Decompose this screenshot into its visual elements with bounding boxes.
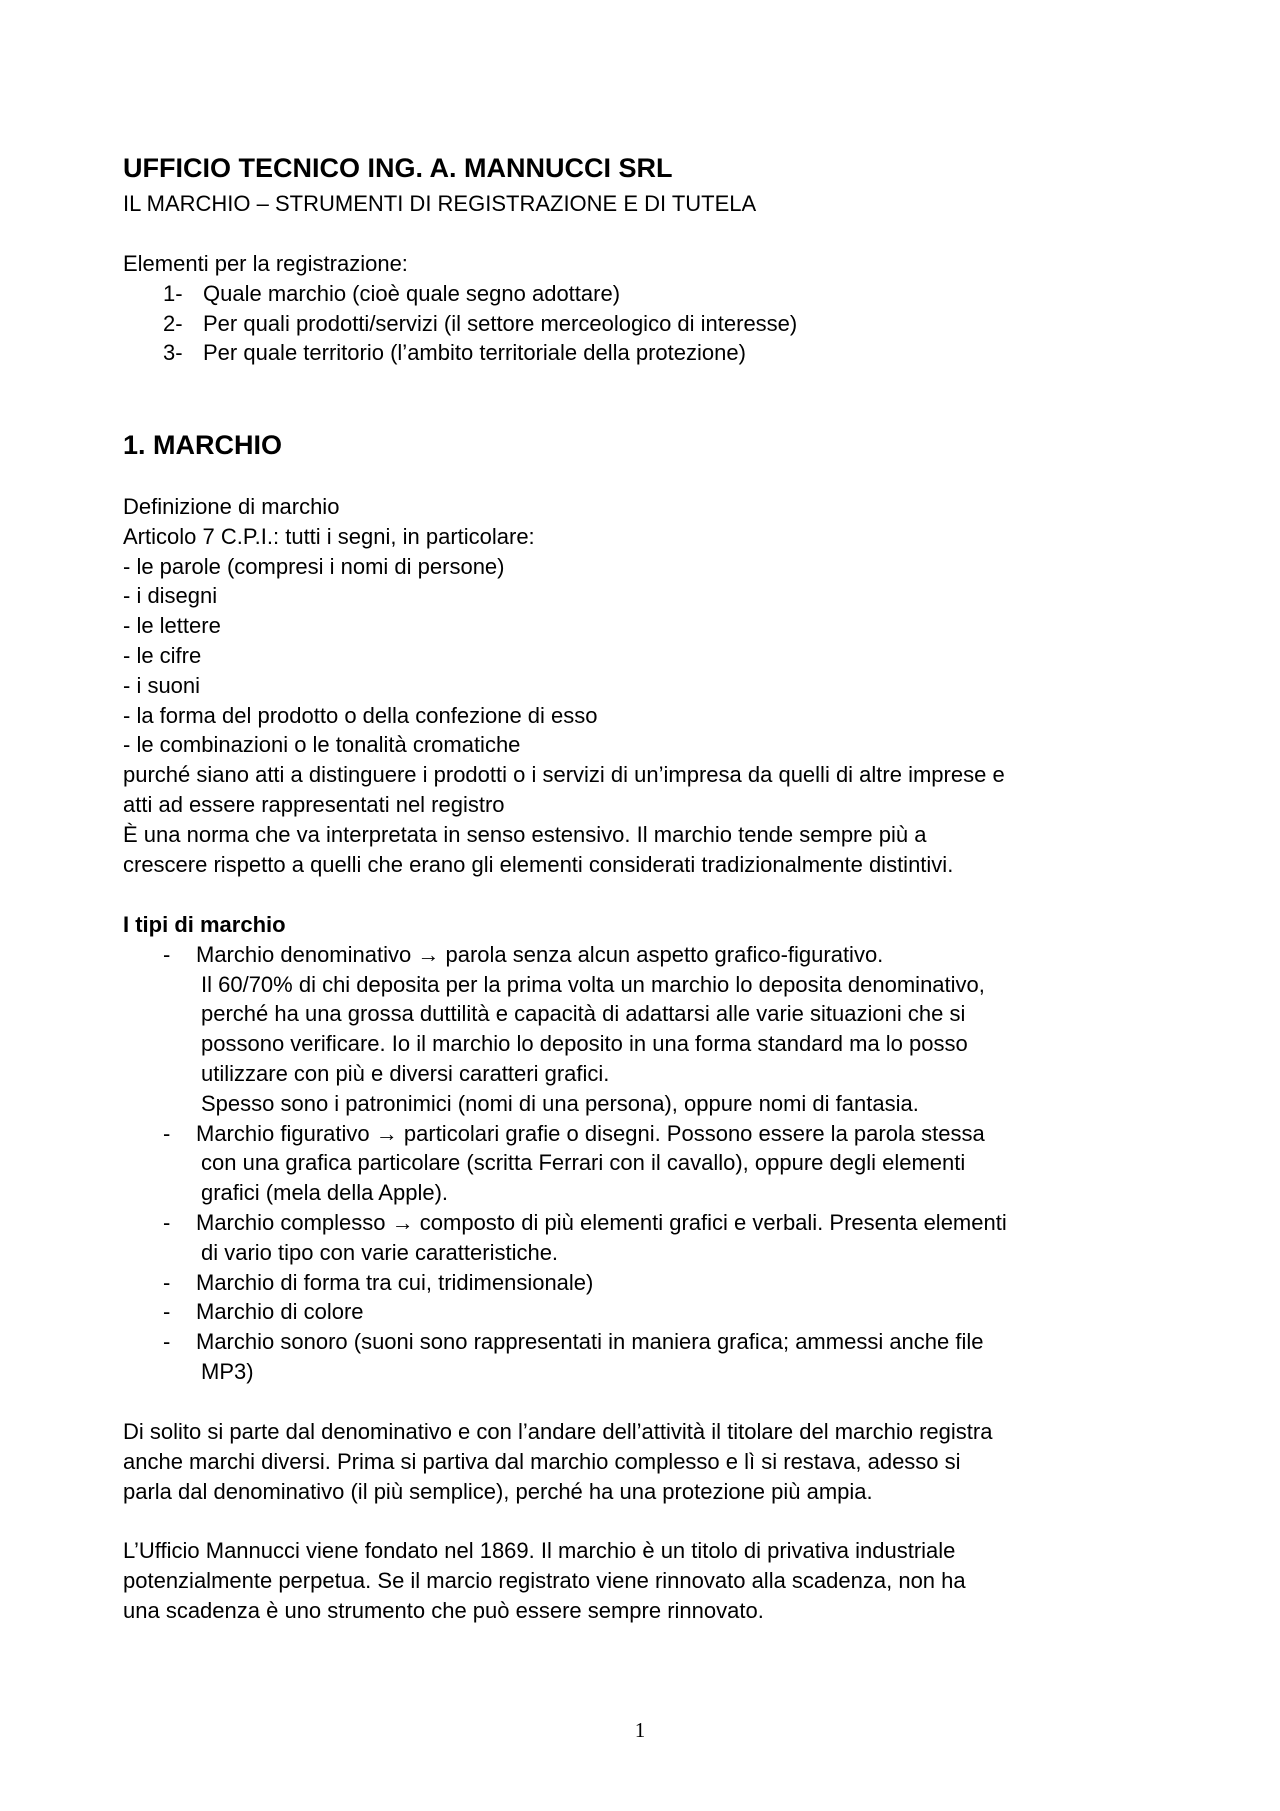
type-description: particolari grafie o disegni. Possono essere la parola stessa (403, 1120, 985, 1146)
text-line: L’Ufficio Mannucci viene fondato nel 1869. Il marchio è un titolo di privativa industriale (123, 1538, 956, 1563)
bullet-dash: - (163, 1209, 171, 1235)
list-text: Per quali prodotti/servizi (il settore merceologico di interesse) (203, 310, 798, 336)
list-item (123, 1208, 1007, 1238)
text-line: atti ad essere rappresentati nel registro (123, 791, 505, 817)
types-block (123, 910, 1007, 1387)
list-text: Per quale territorio (l’ambito territoriale della protezione) (203, 340, 746, 366)
text-line: - le cifre (123, 642, 202, 668)
type-name: Marchio complesso (196, 1209, 386, 1235)
text-line: di vario tipo con varie caratteristiche. (201, 1239, 559, 1265)
page-number: 1 (634, 1718, 646, 1742)
text-line: utilizzare con più e diversi caratteri grafici. (201, 1060, 610, 1086)
text-line: Definizione di marchio (123, 494, 340, 519)
list-item (123, 1327, 1007, 1357)
bullet-dash: - (163, 1299, 171, 1325)
type-name: Marchio denominativo (196, 941, 412, 967)
text-line: È una norma che va interpretata in senso estensivo. Il marchio tende sempre più a (123, 821, 927, 847)
paragraph (123, 1536, 966, 1625)
list-item (123, 1297, 1007, 1327)
text-line: Articolo 7 C.P.I.: tutti i segni, in particolare: (123, 523, 535, 549)
paragraph (123, 1417, 992, 1506)
type-name: Marchio sonoro (suoni sono rappresentati in maniera grafica; ammessi anche file (196, 1329, 984, 1355)
arrow-icon: → (417, 941, 440, 967)
list-number: 3- (163, 340, 183, 366)
definition-block (123, 492, 1005, 879)
text-line: Il 60/70% di chi deposita per la prima volta un marchio lo deposita denominativo, (201, 971, 985, 997)
text-line: Di solito si parte dal denominativo e con l’andare dell’attività il titolare del marchio registra (123, 1419, 993, 1444)
registration-elements (123, 249, 797, 368)
text-line: MP3) (201, 1358, 254, 1384)
list-item (123, 940, 1007, 970)
type-name: Marchio figurativo (196, 1120, 370, 1146)
text-line: - le combinazioni o le tonalità cromatiche (123, 732, 521, 758)
text-line: potenzialmente perpetua. Se il marcio registrato viene rinnovato alla scadenza, non ha (123, 1567, 966, 1593)
document-subtitle: IL MARCHIO – STRUMENTI DI REGISTRAZIONE E DI TUTELA (123, 191, 757, 216)
bullet-dash: - (163, 941, 171, 967)
text-line: crescere rispetto a quelli che erano gli elementi considerati tradizionalmente distintivi. (123, 851, 954, 877)
bullet-dash: - (163, 1269, 171, 1295)
type-description: parola senza alcun aspetto grafico-figurativo. (445, 941, 884, 967)
list-item (123, 1119, 1007, 1149)
list-item (123, 1268, 1007, 1298)
type-name: Marchio di colore (196, 1299, 364, 1325)
arrow-icon: → (375, 1120, 398, 1146)
list-item (123, 338, 797, 368)
arrow-icon: → (391, 1209, 414, 1235)
text-line: grafici (mela della Apple). (201, 1180, 449, 1206)
list-text: Quale marchio (cioè quale segno adottare) (203, 280, 621, 306)
text-line: - la forma del prodotto o della confezione di esso (123, 702, 598, 728)
section-heading: 1. MARCHIO (123, 430, 283, 460)
text-line: - le parole (compresi i nomi di persone) (123, 553, 505, 579)
list-number: 1- (163, 280, 183, 306)
text-line: possono verificare. Io il marchio lo deposito in una forma standard ma lo posso (201, 1031, 968, 1057)
list-number: 2- (163, 310, 183, 336)
list-item (123, 309, 797, 339)
bullet-dash: - (163, 1120, 171, 1146)
document-title: UFFICIO TECNICO ING. A. MANNUCCI SRL (123, 153, 673, 183)
type-description: composto di più elementi grafici e verbali. Presenta elementi (419, 1209, 1007, 1235)
text-line: - le lettere (123, 613, 221, 639)
text-line: perché ha una grossa duttilità e capacità di adattarsi alle varie situazioni che si (201, 1001, 966, 1027)
types-heading: I tipi di marchio (123, 912, 286, 937)
bullet-dash: - (163, 1329, 171, 1355)
type-name: Marchio di forma tra cui, tridimensionale) (196, 1269, 594, 1295)
list-item (123, 279, 797, 309)
text-line: parla dal denominativo (il più semplice), perché ha una protezione più ampia. (123, 1478, 873, 1504)
text-line: anche marchi diversi. Prima si partiva dal marchio complesso e lì si restava, adesso si (123, 1448, 961, 1474)
text-line: Spesso sono i patronimici (nomi di una persona), oppure nomi di fantasia. (201, 1090, 919, 1116)
text-line: con una grafica particolare (scritta Ferrari con il cavallo), oppure degli elementi (201, 1150, 966, 1176)
elements-intro: Elementi per la registrazione: (123, 251, 408, 276)
text-line: - i disegni (123, 583, 218, 609)
text-line: purché siano atti a distinguere i prodotti o i servizi di un’impresa da quelli di altre imprese e (123, 762, 1005, 788)
text-line: - i suoni (123, 672, 201, 698)
text-line: una scadenza è uno strumento che può essere sempre rinnovato. (123, 1597, 764, 1623)
